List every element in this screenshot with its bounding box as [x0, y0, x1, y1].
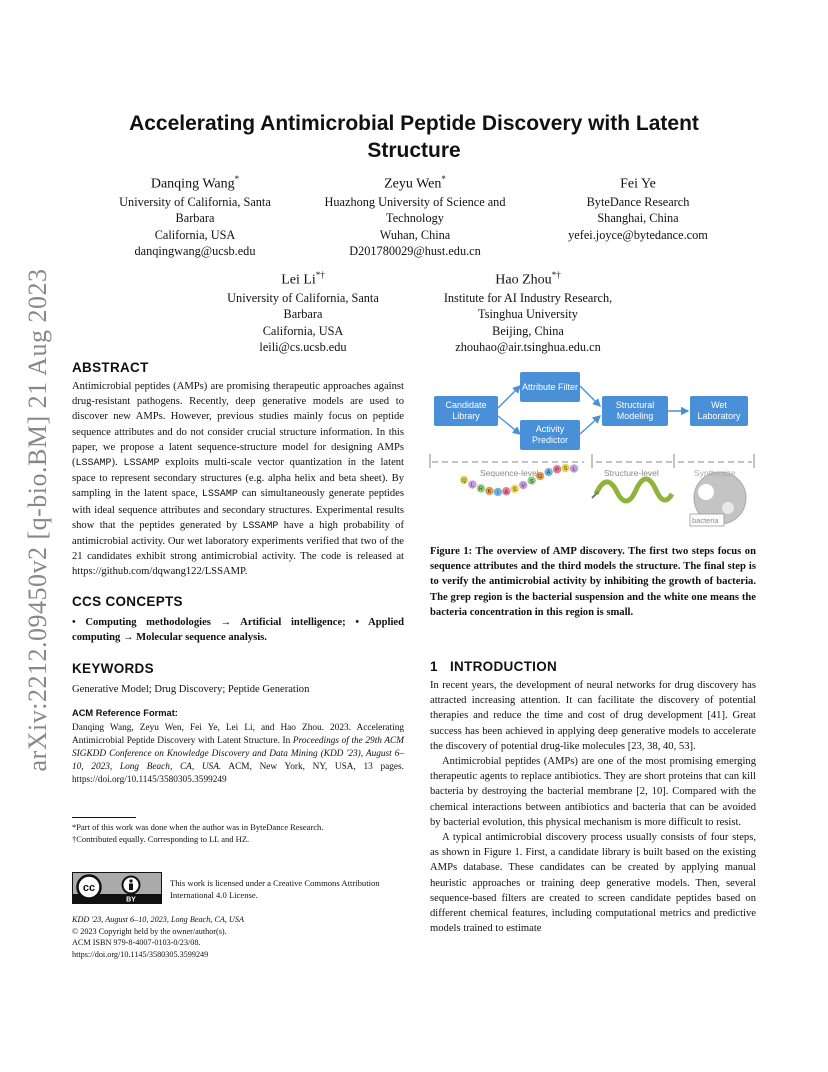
author-name: Danqing Wang: [150, 176, 235, 192]
author-location: Beijing, China: [492, 323, 564, 338]
author-block: [208, 266, 398, 356]
author-location: California, USA: [154, 227, 236, 242]
author-affiliation: ByteDance Research: [586, 194, 690, 209]
copyright-line: © 2023 Copyright held by the owner/author(s).: [72, 926, 227, 936]
author-affiliation: Barbara: [175, 211, 215, 226]
intro-paragraph: Antimicrobial peptides (AMPs) are one of the most promising emerging therapeutic agents to replace antibiotics. They are short proteins that can kill bacteria by destroying the bacterial membrane [2, 10]. Compared with the chemical interactions between antibiotics and bacteria that can be avoided by bacterial evolution, this physical mechanism is more difficult to resist.: [430, 756, 756, 828]
author-email[interactable]: zhouhao@air.tsinghua.edu.cn: [455, 340, 601, 355]
figure-caption: Figure 1: The overview of AMP discovery. The first two steps focus on sequence attributes and the third models the structure. The final step is to verify the antimicrobial activity by inhibiting the growth of bacteria. The grep region is the bacterial suspension and the white one means the bacteria concentration in this region is small.: [430, 546, 756, 618]
structure-level-label: Structure-level: [604, 468, 659, 478]
peptide-residue-letter: K: [487, 489, 492, 496]
author-affiliation: University of California, Santa: [227, 290, 379, 305]
conference-line: KDD '23, August 6–10, 2023, Long Beach, CA, USA: [72, 915, 244, 924]
footnote-divider: [72, 817, 136, 818]
ccs-text: • Computing methodologies → Artificial intelligence; • Applied computing → Molecular sequence analysis.: [72, 616, 404, 643]
doi-line[interactable]: https://doi.org/10.1145/3580305.3599249: [72, 949, 209, 959]
abstract-heading: ABSTRACT: [72, 360, 149, 375]
author-affiliation: Huazhong University of Science and: [324, 194, 506, 209]
intro-paragraph: A typical antimicrobial discovery process usually consists of four steps, as shown in Figure 1. First, a candidate library is built based on the existing AMPs database. These candidates can be created by applying manual heuristic approaches or training deep generative models. Then, several sequence-based filters are created to screen candidate peptides based on different chemical features, including computational metrics and predictive models trained to estimate: [430, 832, 756, 935]
introduction-heading: 1 INTRODUCTION: [430, 659, 558, 674]
author-email[interactable]: danqingwang@ucsb.edu: [134, 244, 256, 259]
peptide-residue-letter: G: [538, 474, 543, 481]
author-mark: *: [234, 174, 240, 184]
author-location: Wuhan, China: [379, 227, 451, 242]
author-affiliation: Technology: [386, 211, 444, 226]
acm-ref-text: Danqing Wang, Zeyu Wen, Fei Ye, Lei Li, and Hao Zhou. 2023. Accelerating Antimicrobial Peptide Discovery with Latent Structure. In Proceedings of the 29th ACM SIGKDD Conference on Knowledge Discovery and Data Mining (KDD '23), August 6–10, 2023, Long Beach, CA, USA. ACM, New York, NY, USA, 13 pages. https://doi.org/10.1145/3580305.3599249: [72, 723, 404, 786]
acm-ref-heading: ACM Reference Format:: [72, 708, 178, 719]
figure-1: [424, 366, 764, 536]
abstract-text: Antimicrobial peptides (AMPs) are promising therapeutic approaches against drug-resistant pathogens. Recently, deep generative models are used to discover new AMPs. However, previous studies mainly focus on peptide sequence attributes and do not consider crucial structure information. In this paper, we propose a latent sequence-structure model for designing AMPs (LSSAMP). LSSAMP exploits multi-scale vector quantization in the latent space to represent secondary structures (e.g. alpha helix and beta sheet). By sampling in the latent space, LSSAMP can simultaneously generate peptides with ideal sequence attributes and secondary structures. Experimental results show that the peptides generated by LSSAMP have a high probability of antimicrobial activity. Our wet laboratory experiments verified that two of the 21 candidates exhibit strong antimicrobial activity. The code is released at https://github.com/dqwang122/LSSAMP.: [72, 381, 405, 578]
left-column: [72, 360, 404, 787]
clear-zone-icon: [698, 484, 714, 500]
arxiv-sidebar: [8, 260, 68, 780]
cc-icon: cc: [82, 882, 96, 894]
author-email[interactable]: yefei.joyce@bytedance.com: [568, 227, 708, 242]
author-affiliation: University of California, Santa: [119, 194, 271, 209]
license-text: This work is licensed under a Creative Commons Attribution International 4.0 License.: [170, 878, 380, 900]
author-block: [548, 170, 728, 243]
peptide-residue-letter: A: [504, 489, 509, 496]
sequence-level-label: Sequence-level: [480, 468, 539, 478]
arrow: [580, 416, 600, 434]
helix-icon: [596, 479, 672, 501]
introduction-section: [430, 659, 756, 936]
synthesize-label: Synthesize: [694, 468, 736, 478]
author-name: Fei Ye: [620, 176, 656, 192]
conference-info: [72, 914, 404, 960]
cc-license-badge[interactable]: [72, 872, 162, 904]
peptide-residue-letter: S: [512, 486, 517, 493]
peptide-residue-letter: A: [546, 470, 551, 477]
footnote: †Contributed equally. Corresponding to LL and HZ.: [72, 834, 250, 844]
figure-arrows: [424, 366, 764, 536]
author-name: Zeyu Wen: [384, 176, 442, 192]
arrow: [498, 386, 520, 408]
author-location: California, USA: [262, 323, 344, 338]
clear-zone-icon: [722, 502, 734, 514]
paper-title: Accelerating Antimicrobial Peptide Discovery with Latent Structure: [129, 112, 699, 162]
bacteria-label: bacteria: [692, 516, 719, 525]
peptide-residue-letter: L: [470, 482, 474, 489]
activity-predictor-box: Activity Predictor: [520, 420, 580, 450]
author-email[interactable]: D201780029@hust.edu.cn: [349, 244, 481, 259]
peptide-residue-letter: V: [521, 483, 526, 490]
peptide-residue-letter: P: [555, 467, 559, 474]
author-affiliation: Institute for AI Industry Research,: [443, 290, 613, 305]
author-name: Hao Zhou: [495, 272, 552, 288]
keywords-text: Generative Model; Drug Discovery; Peptide Generation: [72, 684, 310, 696]
attribute-filter-box: Attribute Filter: [520, 372, 580, 402]
footnote: *Part of this work was done when the author was in ByteDance Research.: [72, 822, 324, 832]
peptide-residue-letter: S: [563, 466, 568, 473]
candidate-library-box: Candidate Library: [434, 396, 498, 426]
person-icon: [129, 879, 132, 882]
author-email[interactable]: leili@cs.ucsb.edu: [259, 340, 347, 355]
arrow: [580, 386, 600, 406]
arxiv-identifier: arXiv:2212.09450v2 [q-bio.BM] 21 Aug 2023: [23, 268, 52, 772]
author-affiliation: Barbara: [283, 307, 323, 322]
intro-paragraph: In recent years, the development of neural networks for drug discovery has attracted increasing attention. It can facilitate the discovery of potential therapies and reduce the time and cost of drug development [41]. Great success has been achieved in applying deep generative models to accelerate the discovery of potential drug-like molecules [23, 38, 40, 53].: [430, 680, 756, 752]
peptide-residue-letter: I: [497, 490, 499, 497]
author-mark: *†: [315, 270, 325, 280]
peptide-residue-letter: R: [478, 486, 483, 493]
by-icon-label: BY: [126, 896, 136, 903]
peptide-residue-letter: L: [572, 466, 576, 473]
arrow: [498, 416, 520, 434]
peptide-residue-letter: Q: [461, 478, 467, 485]
author-affiliation: Tsinghua University: [478, 307, 578, 322]
structural-modeling-box: Structural Modeling: [602, 396, 668, 426]
author-block: [100, 170, 290, 260]
wet-laboratory-box: Wet Laboratory: [690, 396, 748, 426]
author-name: Lei Li: [281, 272, 316, 288]
author-block: [418, 266, 638, 356]
author-location: Shanghai, China: [597, 211, 679, 226]
peptide-residue-letter: S: [529, 478, 534, 485]
author-mark: *: [441, 174, 446, 184]
isbn-line: ACM ISBN 979-8-4007-0103-0/23/08.: [72, 938, 201, 947]
keywords-heading: KEYWORDS: [72, 661, 154, 677]
ccs-heading: CCS CONCEPTS: [72, 593, 183, 609]
cc-by-logo: [73, 873, 161, 903]
author-mark: *†: [551, 270, 561, 280]
author-block: [310, 170, 520, 260]
footnotes: [72, 821, 404, 845]
